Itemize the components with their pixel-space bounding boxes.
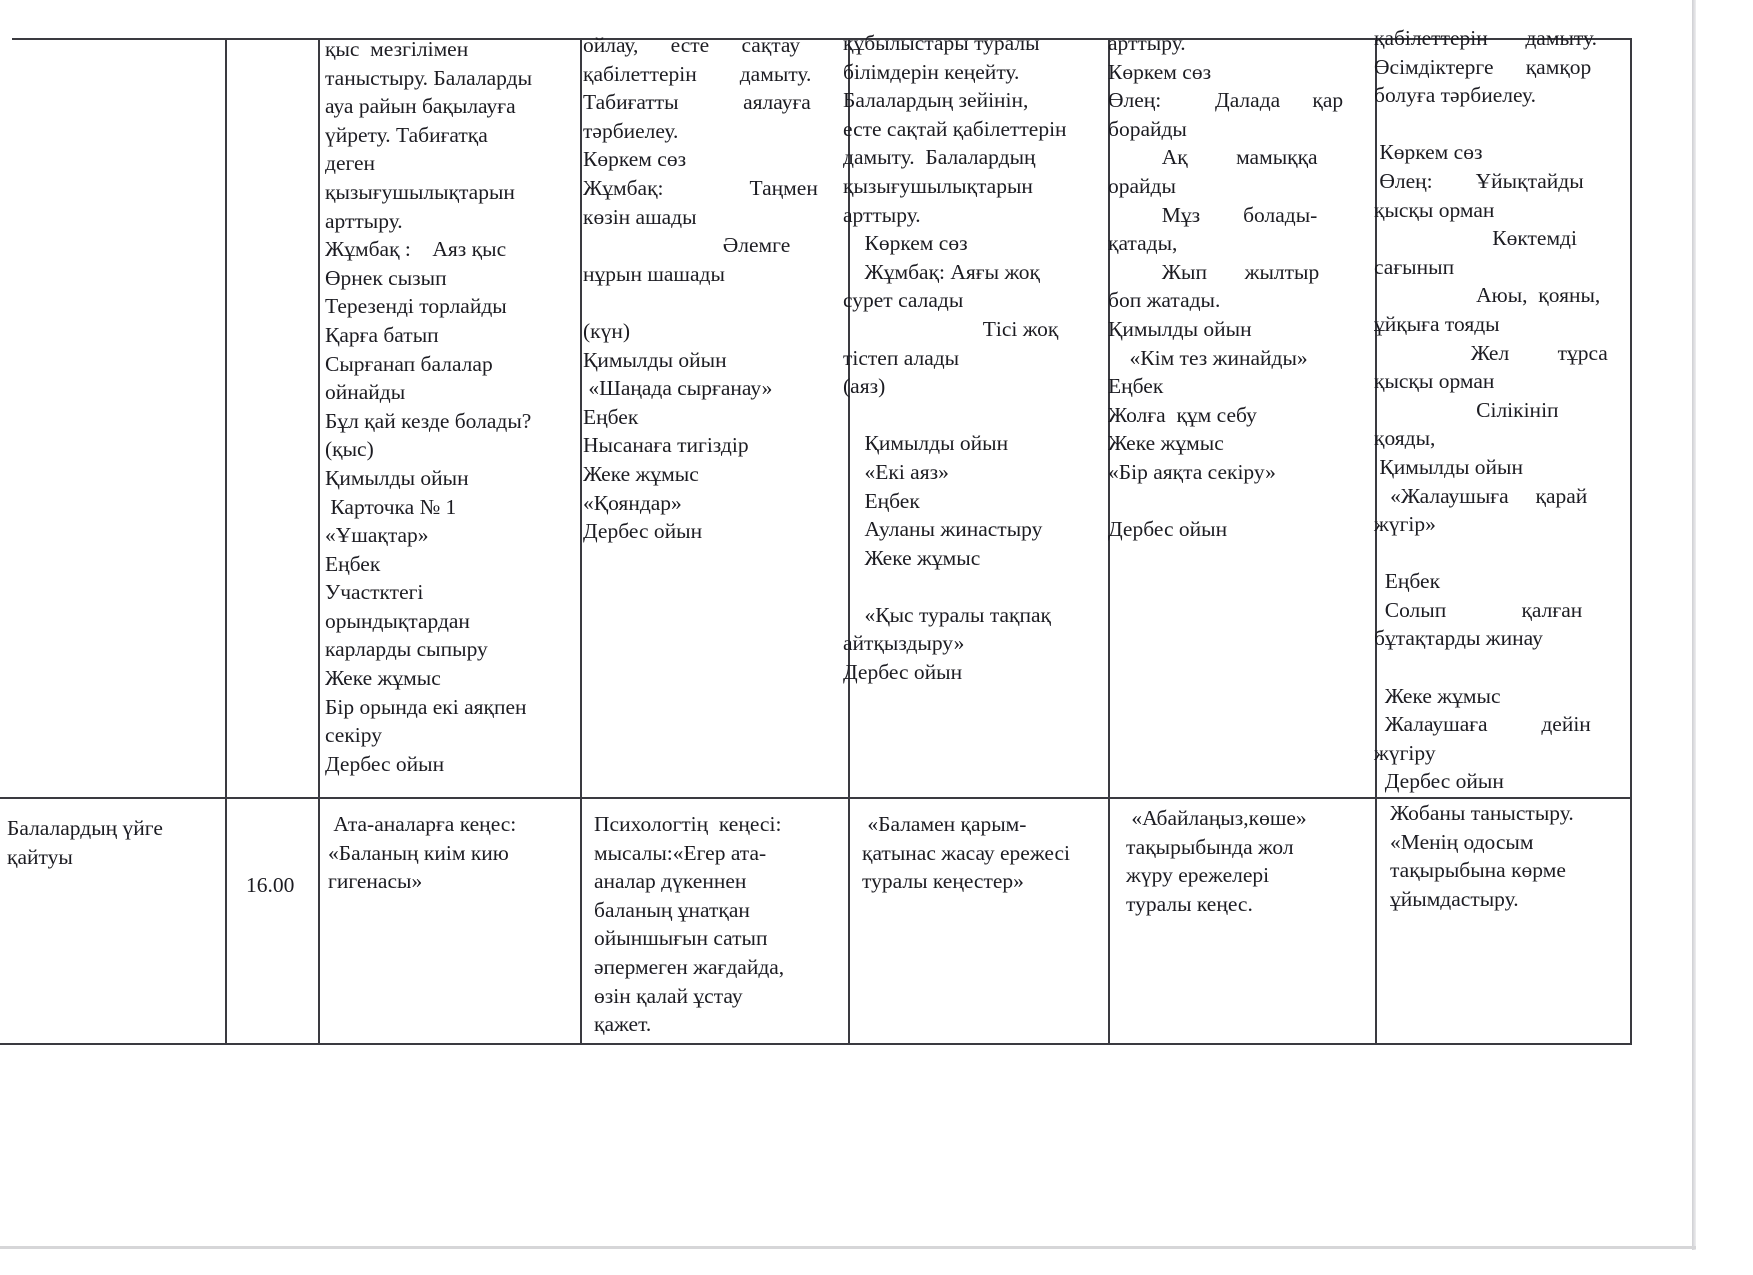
text-line: Терезенді торлайды: [325, 294, 507, 319]
text-line: Өлең: Ұйықтайды: [1374, 168, 1584, 193]
text-line: қабілеттерін дамыту.: [583, 61, 812, 86]
text-line: Бір орында екі аяқпен: [325, 694, 527, 719]
text-line: Участктегі: [325, 580, 424, 605]
text-line: Ауланы жинастыру: [843, 517, 1043, 542]
text-line: Ата-аналарға кеңес:: [328, 812, 517, 836]
text-line: Өрнек сызып: [325, 265, 447, 290]
text-line: бұтақтарды жинау: [1374, 626, 1543, 651]
text-line: тістеп алады: [843, 345, 960, 370]
text-line: айтқыздыру»: [843, 631, 965, 656]
row1-thursday-cell: [1108, 29, 1373, 544]
row2-monday-cell: [328, 810, 576, 896]
text-line: Еңбек: [325, 551, 381, 576]
text-line: Жеке жұмыс: [843, 545, 981, 570]
text-line: «Менің одосым: [1390, 829, 1534, 854]
row2-label-cell: [7, 814, 222, 871]
text-line: Қимылды ойын: [1374, 454, 1523, 479]
text-line: «Екі аяз»: [843, 459, 949, 484]
text-line: Көктемді: [1374, 226, 1577, 251]
text-line: [1374, 653, 1626, 682]
text-line: Өсімдіктерге қамқор: [1374, 54, 1592, 79]
page-edge-shadow: [1692, 0, 1696, 1250]
text-line: қыс мезгілімен: [325, 37, 469, 61]
col-divider-1: [225, 38, 227, 1044]
text-line: [1374, 539, 1626, 568]
text-line: қысқы орман: [1374, 369, 1495, 394]
text-line: Қимылды ойын: [843, 431, 1009, 456]
col-divider-3: [580, 38, 582, 1044]
text-line: арттыру.: [1108, 31, 1186, 55]
text-line: тәрбиелеу.: [583, 118, 679, 143]
text-line: қызығушылықтарын: [325, 179, 515, 204]
text-line: Қимылды ойын: [583, 347, 727, 372]
text-line: борайды: [1108, 116, 1187, 141]
text-line: құбылыстары туралы: [843, 31, 1040, 55]
text-line: тақырыбына көрме: [1390, 858, 1566, 883]
text-line: жүгір»: [1374, 512, 1436, 537]
text-line: Еңбек: [1374, 569, 1441, 594]
text-line: аналар дүкеннен: [594, 869, 747, 894]
table-right-border: [1630, 38, 1632, 1044]
row1-monday-cell: [325, 35, 575, 778]
text-line: Әлемге: [583, 233, 791, 258]
text-line: Көркем сөз: [843, 231, 968, 256]
text-line: туралы кеңес.: [1126, 891, 1253, 916]
text-line: «Ұшақтар»: [325, 523, 429, 548]
text-line: Жел тұрса: [1374, 340, 1608, 365]
text-line: Қимылды ойын: [1108, 316, 1252, 341]
row2-time-cell: [246, 814, 316, 928]
text-line: [1374, 110, 1626, 139]
text-line: Жеке жұмыс: [325, 666, 441, 691]
text-line: «Бір аяқта секіру»: [1108, 459, 1276, 484]
text-line: Жобаны таныстыру.: [1390, 801, 1574, 825]
text-line: Жеке жұмыс: [1108, 431, 1224, 456]
text-line: [583, 288, 845, 317]
text-line: Қарға батып: [325, 322, 439, 347]
text-line: болуға тәрбиелеу.: [1374, 83, 1537, 108]
text-line: Жолға құм себу: [1108, 402, 1257, 427]
row2-thursday-cell: [1126, 804, 1373, 918]
text-line: көзін ашады: [583, 204, 697, 229]
text-line: мысалы:«Егер ата-: [594, 840, 767, 865]
text-line: Жұмбақ: Аяғы жоқ: [843, 259, 1040, 284]
text-line: «Кім тез жинайды»: [1108, 345, 1308, 370]
text-line: қабілеттерін дамыту.: [1374, 26, 1597, 50]
text-line: қояды,: [1374, 426, 1436, 451]
text-line: Дербес ойын: [583, 519, 703, 544]
text-line: Еңбек: [583, 404, 639, 429]
text-line: сурет салады: [843, 288, 964, 313]
text-line: орындықтардан: [325, 608, 470, 633]
row1-wednesday-cell: [843, 29, 1105, 687]
text-line: үйрету. Табиғатқа: [325, 122, 488, 147]
text-line: Дербес ойын: [1108, 517, 1228, 542]
text-line: Еңбек: [843, 488, 920, 513]
text-line: «Абайлаңыз,көше»: [1126, 806, 1307, 830]
text-line: Психологтің кеңесі:: [594, 812, 782, 836]
text-line: қатынас жасау ережесі: [862, 840, 1071, 865]
row2-wednesday-cell: [862, 810, 1107, 896]
text-line: секіру: [325, 723, 382, 748]
text-line: туралы кеңестер»: [862, 869, 1024, 894]
time-value: 16.00: [246, 873, 295, 898]
text-line: таныстыру. Балаларды: [325, 65, 533, 90]
text-line: тақырыбында жол: [1126, 834, 1294, 859]
text-line: Балалардың зейінін,: [843, 88, 1029, 113]
text-line: білімдерін кеңейту.: [843, 59, 1020, 84]
text-line: Өлең: Далада қар: [1108, 88, 1344, 113]
text-line: ұйқыға тояды: [1374, 311, 1500, 336]
text-line: [1108, 487, 1373, 516]
row-divider: [0, 797, 1632, 799]
text-line: Тісі жоқ: [843, 316, 1059, 341]
text-line: (күн): [583, 318, 631, 343]
text-line: «Шаңада сырғанау»: [583, 376, 773, 401]
text-line: «Жалаушыға қарай: [1374, 483, 1588, 508]
text-line: (аяз): [843, 374, 886, 399]
row1-tuesday-cell: [583, 31, 845, 546]
text-line: карларды сыпыру: [325, 637, 488, 662]
text-line: [843, 401, 1105, 430]
text-line: (қыс): [325, 437, 374, 462]
text-line: арттыру.: [843, 202, 921, 227]
text-line: орайды: [1108, 173, 1176, 198]
text-line: Сілікініп: [1374, 397, 1559, 422]
text-line: ауа райын бақылауға: [325, 94, 516, 119]
text-line: баланың ұнатқан: [594, 897, 750, 922]
text-line: Дербес ойын: [325, 751, 445, 776]
text-line: Бұл қай кезде болады?: [325, 408, 532, 433]
text-line: Жалаушаға дейін: [1374, 712, 1591, 737]
text-line: ойнайды: [325, 380, 406, 405]
text-line: Жеке жұмыс: [583, 461, 699, 486]
text-line: қызығушылықтарын: [843, 173, 1033, 198]
text-line: Сырғанап балалар: [325, 351, 493, 376]
text-line: Дербес ойын: [843, 660, 963, 685]
text-line: дамыту. Балалардың: [843, 145, 1036, 170]
text-line: Карточка № 1: [325, 494, 457, 519]
text-line: өзін қалай ұстау: [594, 983, 743, 1008]
text-line: Ақ мамыққа: [1108, 145, 1318, 170]
row-label-line: Балалардың үйге: [7, 816, 163, 840]
text-line: Табиғатты аялауға: [583, 90, 811, 115]
row-label-line: қайтуы: [7, 844, 73, 869]
text-line: Қимылды ойын: [325, 465, 469, 490]
text-line: Жеке жұмыс: [1374, 683, 1501, 708]
text-line: жүгіру: [1374, 740, 1436, 765]
text-line: ойлау, есте сақтау: [583, 33, 801, 57]
text-line: арттыру.: [325, 208, 403, 233]
row1-friday-cell: [1374, 24, 1626, 796]
text-line: «Қояндар»: [583, 490, 682, 515]
text-line: ұйымдастыру.: [1390, 886, 1519, 911]
text-line: сағынып: [1374, 254, 1455, 279]
row2-friday-cell: [1390, 799, 1628, 913]
text-line: боп жатады.: [1108, 288, 1221, 313]
text-line: ойыншығын сатып: [594, 926, 768, 951]
text-line: қысқы орман: [1374, 197, 1495, 222]
text-line: Жұмбақ : Аяз қыс: [325, 237, 507, 262]
text-line: [843, 572, 1105, 601]
col-divider-2: [318, 38, 320, 1044]
text-line: Еңбек: [1108, 374, 1164, 399]
text-line: «Баламен қарым-: [862, 812, 1027, 836]
text-line: «Баланың киім кию: [328, 840, 509, 865]
text-line: есте сақтай қабілеттерін: [843, 116, 1067, 141]
text-line: жүру ережелері: [1126, 863, 1270, 888]
text-line: әпермеген жағдайда,: [594, 954, 785, 979]
text-line: Дербес ойын: [1374, 769, 1504, 794]
text-line: Жып жылтыр: [1108, 259, 1320, 284]
text-line: Солып қалған: [1374, 597, 1583, 622]
text-line: Көркем сөз: [1108, 59, 1212, 84]
text-line: «Қыс туралы тақпақ: [843, 602, 1051, 627]
text-line: қажет.: [594, 1012, 652, 1037]
text-line: Нысанаға тигіздір: [583, 433, 749, 458]
text-line: Көркем сөз: [583, 147, 687, 172]
text-line: нұрын шашады: [583, 261, 725, 286]
text-line: Аюы, қояны,: [1374, 283, 1601, 308]
row2-tuesday-cell: [594, 810, 844, 1039]
page-edge-shadow-bottom: [0, 1246, 1696, 1249]
table-bottom-border: [0, 1043, 1632, 1045]
text-line: деген: [325, 151, 376, 176]
text-line: гигенасы»: [328, 869, 423, 894]
text-line: қатады,: [1108, 231, 1178, 256]
text-line: Мұз болады-: [1108, 202, 1318, 227]
text-line: Көркем сөз: [1374, 140, 1483, 165]
text-line: Жұмбақ: Таңмен: [583, 175, 818, 200]
